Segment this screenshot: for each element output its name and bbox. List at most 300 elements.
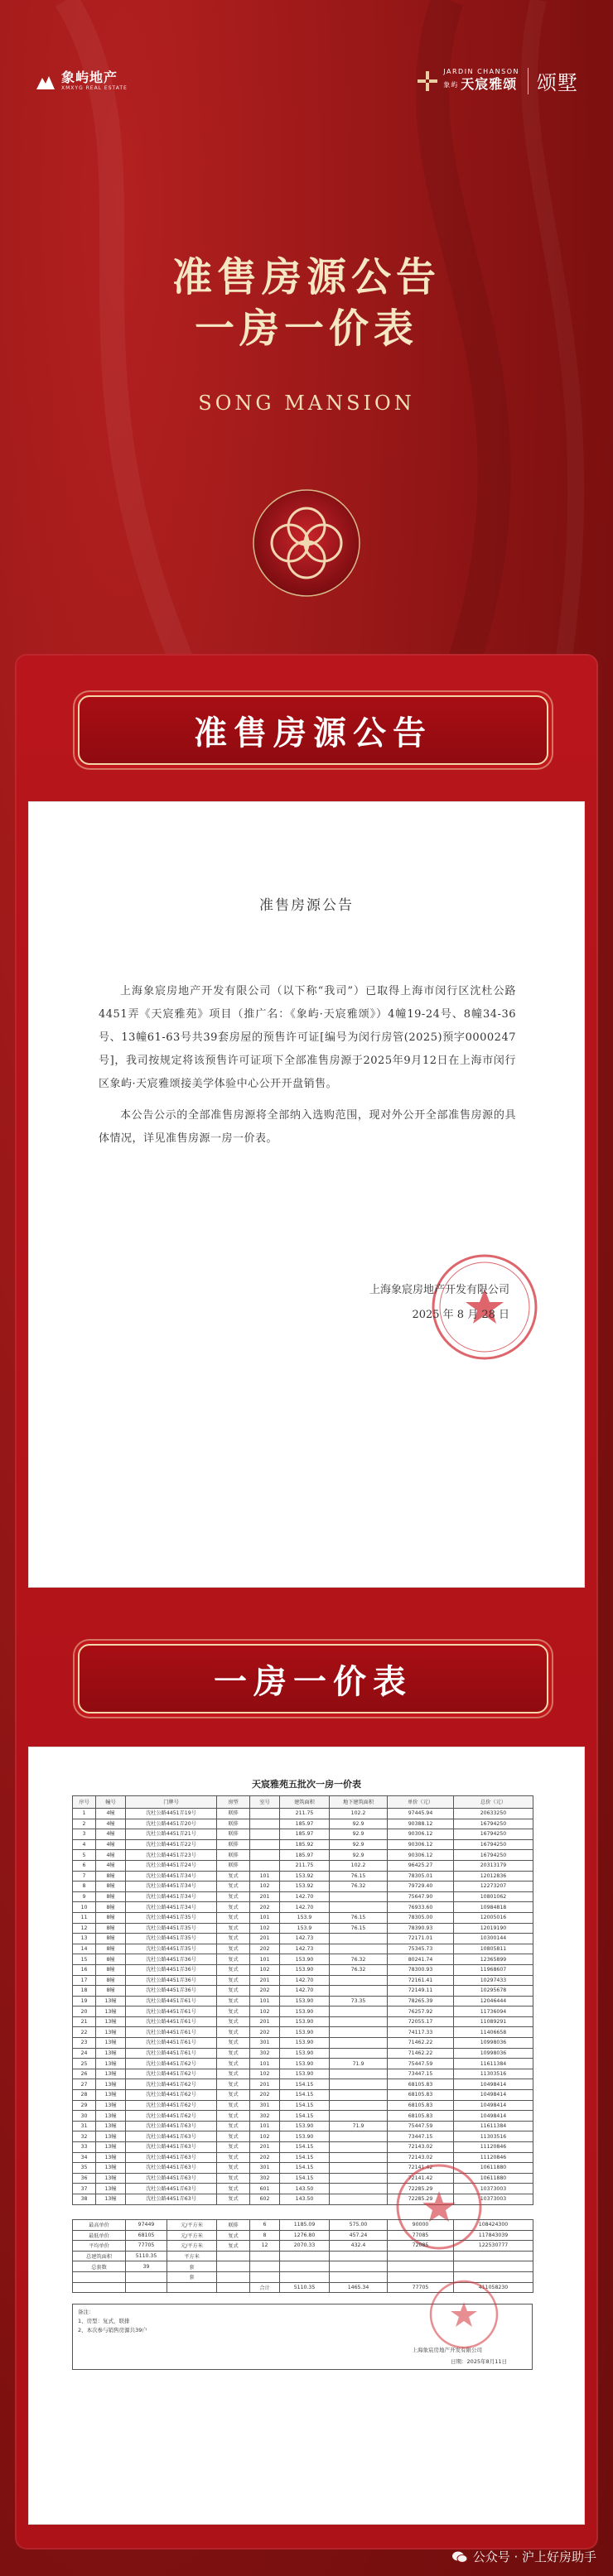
table-cell: 沈杜公路4451弄63号 xyxy=(126,2194,217,2204)
table-cell: 154.15 xyxy=(280,2163,330,2174)
table-signatory: 上海象宸房地产开发有限公司 xyxy=(412,2347,482,2353)
table-cell xyxy=(330,2184,388,2194)
table-cell: 沈杜公路4451弄36号 xyxy=(126,1986,217,1997)
summary-cell: 总建筑面积 xyxy=(73,2251,126,2261)
table-cell: 202 xyxy=(250,2090,280,2101)
table-cell: 301 xyxy=(250,2163,280,2174)
summary-cell: 套 xyxy=(167,2261,217,2272)
summary-cell xyxy=(73,2271,126,2282)
table-cell: 23 xyxy=(73,2038,96,2049)
table-row xyxy=(73,1829,533,1840)
table-cell: 153.92 xyxy=(280,1882,330,1892)
summary-cell: 77085 xyxy=(388,2230,454,2241)
table-cell: 13幢 xyxy=(96,2059,126,2069)
summary-cell: 575.00 xyxy=(330,2220,388,2231)
hero-title xyxy=(0,252,613,355)
table-row xyxy=(73,1850,533,1861)
table-cell: 沈杜公路4451弄62号 xyxy=(126,2100,217,2111)
table-cell: 20 xyxy=(73,2006,96,2017)
table-cell: 沈杜公路4451弄63号 xyxy=(126,2163,217,2174)
table-cell xyxy=(330,1902,388,1913)
table-cell: 12273207 xyxy=(454,1882,533,1892)
table-cell: 16 xyxy=(73,1964,96,1975)
table-cell: 143.50 xyxy=(280,2194,330,2204)
table-cell: 联排 xyxy=(217,1829,250,1840)
table-cell: 102.2 xyxy=(330,1809,388,1819)
table-row xyxy=(73,1975,533,1986)
table-cell: 13幢 xyxy=(96,2111,126,2122)
table-cell: 6 xyxy=(73,1860,96,1871)
table-cell: 21 xyxy=(73,2016,96,2027)
table-cell: 沈杜公路4451弄34号 xyxy=(126,1902,217,1913)
table-cell: 76.15 xyxy=(330,1923,388,1934)
table-cell: 102 xyxy=(250,2006,280,2017)
table-cell: 沈杜公路4451弄35号 xyxy=(126,1934,217,1944)
hero-title-line2: 一房一价表 xyxy=(194,305,418,352)
table-cell: 185.92 xyxy=(280,1839,330,1850)
table-cell: 沈杜公路4451弄36号 xyxy=(126,1975,217,1986)
table-cell: 4幢 xyxy=(96,1839,126,1850)
table-cell: 90388.12 xyxy=(388,1819,454,1829)
table-cell: 301 xyxy=(250,2038,280,2049)
table-cell: 12 xyxy=(73,1923,96,1934)
project-logo xyxy=(417,66,578,95)
table-cell: 73447.15 xyxy=(388,2131,454,2142)
table-cell: 201 xyxy=(250,1891,280,1902)
summary-cell: 平方米 xyxy=(167,2251,217,2261)
table-cell: 复式 xyxy=(217,1871,250,1882)
table-cell: 复式 xyxy=(217,2131,250,2142)
table-cell xyxy=(330,2006,388,2017)
table-cell: 沈杜公路4451弄24号 xyxy=(126,1860,217,1871)
header-bar xyxy=(35,66,578,99)
table-cell: 沈杜公路4451弄62号 xyxy=(126,2090,217,2101)
notice-signatory: 上海象宸房地产开发有限公司 xyxy=(369,1284,509,1296)
table-row xyxy=(73,1882,533,1892)
table-row xyxy=(73,2006,533,2017)
table-cell: 沈杜公路4451弄62号 xyxy=(126,2069,217,2079)
table-row xyxy=(73,2059,533,2069)
table-cell: 302 xyxy=(250,2111,280,2122)
table-cell: 13幢 xyxy=(96,2027,126,2038)
section-title-notice: 准售房源公告 xyxy=(194,714,432,752)
summary-cell: 元/平方米 xyxy=(167,2241,217,2252)
summary-cell xyxy=(388,2251,454,2261)
table-cell: 8幢 xyxy=(96,1923,126,1934)
table-row xyxy=(73,2090,533,2101)
table-cell: 沈杜公路4451弄36号 xyxy=(126,1954,217,1965)
table-cell: 154.15 xyxy=(280,2100,330,2111)
table-cell: 10984818 xyxy=(454,1902,533,1913)
table-cell: 602 xyxy=(250,2194,280,2204)
table-cell: 33 xyxy=(73,2142,96,2153)
summary-cell: 5110.35 xyxy=(126,2251,167,2261)
table-cell: 8幢 xyxy=(96,1964,126,1975)
summary-cell xyxy=(280,2251,330,2261)
table-cell: 11089291 xyxy=(454,2016,533,2027)
table-cell: 联排 xyxy=(217,1819,250,1829)
table-cell: 复式 xyxy=(217,2038,250,2049)
notice-date: 2025 年 8 月 28 日 xyxy=(412,1309,509,1321)
table-cell: 沈杜公路4451弄61号 xyxy=(126,2006,217,2017)
summary-cell xyxy=(454,2251,533,2261)
price-table-header xyxy=(73,1796,533,1809)
table-cell: 沈杜公路4451弄63号 xyxy=(126,2131,217,2142)
table-cell: 沈杜公路4451弄34号 xyxy=(126,1891,217,1902)
table-cell: 沈杜公路4451弄61号 xyxy=(126,2016,217,2027)
price-list-title: 天宸雅苑五批次一房一价表 xyxy=(252,1779,361,1790)
table-cell: 153.90 xyxy=(280,2069,330,2079)
table-cell: 76.32 xyxy=(330,1954,388,1965)
table-cell: 11120846 xyxy=(454,2152,533,2163)
table-cell xyxy=(330,2131,388,2142)
table-cell: 202 xyxy=(250,1944,280,1954)
table-cell: 联排 xyxy=(217,1850,250,1861)
table-cell: 14 xyxy=(73,1944,96,1954)
column-header: 序号 xyxy=(73,1796,96,1809)
table-cell: 12005016 xyxy=(454,1912,533,1923)
table-cell: 沈杜公路4451弄63号 xyxy=(126,2173,217,2184)
table-cell: 154.15 xyxy=(280,2173,330,2184)
table-row xyxy=(73,1986,533,1997)
table-cell: 19 xyxy=(73,1996,96,2006)
table-cell: 沈杜公路4451弄62号 xyxy=(126,2111,217,2122)
table-cell xyxy=(330,2079,388,2090)
table-cell: 11406658 xyxy=(454,2027,533,2038)
column-header: 室号 xyxy=(250,1796,280,1809)
project-mark-icon xyxy=(417,70,438,92)
table-cell: 16794250 xyxy=(454,1819,533,1829)
column-header: 地下建筑面积 xyxy=(330,1796,388,1809)
table-cell: 复式 xyxy=(217,1902,250,1913)
table-cell xyxy=(250,1860,280,1871)
table-cell: 复式 xyxy=(217,1923,250,1934)
note-2: 2、本次参与销售房源共39户 xyxy=(78,2327,147,2333)
table-cell: 73447.15 xyxy=(388,2069,454,2079)
table-cell xyxy=(330,2111,388,2122)
table-cell: 153.9 xyxy=(280,1923,330,1934)
table-cell: 26 xyxy=(73,2069,96,2079)
table-cell: 13幢 xyxy=(96,2090,126,2101)
notes-label: 备注： xyxy=(78,2309,94,2315)
table-cell: 7 xyxy=(73,1871,96,1882)
table-cell: 沈杜公路4451弄62号 xyxy=(126,2079,217,2090)
table-cell: 97445.94 xyxy=(388,1809,454,1819)
table-cell: 142.70 xyxy=(280,1986,330,1997)
table-cell: 153.90 xyxy=(280,2027,330,2038)
notice-signature-block xyxy=(369,1278,509,1328)
table-cell: 联排 xyxy=(217,1839,250,1850)
table-cell: 8幢 xyxy=(96,1871,126,1882)
table-cell: 11120846 xyxy=(454,2142,533,2153)
table-row xyxy=(73,1954,533,1965)
table-cell: 8幢 xyxy=(96,1934,126,1944)
table-cell: 13幢 xyxy=(96,2184,126,2194)
table-cell: 101 xyxy=(250,2121,280,2131)
table-cell: 8 xyxy=(73,1882,96,1892)
table-cell: 101 xyxy=(250,2059,280,2069)
summary-cell: 68105 xyxy=(126,2230,167,2241)
table-cell: 10373003 xyxy=(454,2184,533,2194)
table-cell: 71462.22 xyxy=(388,2048,454,2059)
table-cell: 8幢 xyxy=(96,1954,126,1965)
table-cell: 11303516 xyxy=(454,2069,533,2079)
table-cell: 10300144 xyxy=(454,1934,533,1944)
table-cell: 185.97 xyxy=(280,1819,330,1829)
summary-row xyxy=(73,2241,533,2252)
table-cell: 90306.12 xyxy=(388,1850,454,1861)
table-cell: 102.2 xyxy=(330,1860,388,1871)
summary-cell: 最低单价 xyxy=(73,2230,126,2241)
table-cell: 沈杜公路4451弄22号 xyxy=(126,1839,217,1850)
summary-cell xyxy=(217,2271,250,2282)
table-cell: 202 xyxy=(250,1986,280,1997)
table-row xyxy=(73,1891,533,1902)
table-cell: 72285.29 xyxy=(388,2194,454,2204)
table-cell: 沈杜公路4451弄63号 xyxy=(126,2121,217,2131)
table-cell: 13幢 xyxy=(96,2069,126,2079)
table-cell xyxy=(330,2027,388,2038)
table-cell: 12365899 xyxy=(454,1954,533,1965)
table-cell: 185.97 xyxy=(280,1850,330,1861)
summary-cell xyxy=(217,2282,250,2293)
summary-cell: 1185.09 xyxy=(280,2220,330,2231)
wechat-icon xyxy=(451,2550,468,2564)
table-cell: 72149.11 xyxy=(388,1986,454,1997)
table-cell: 32 xyxy=(73,2131,96,2142)
table-cell: 36 xyxy=(73,2173,96,2184)
table-cell: 复式 xyxy=(217,1964,250,1975)
table-cell: 4幢 xyxy=(96,1860,126,1871)
table-cell: 11611384 xyxy=(454,2121,533,2131)
table-cell: 71.9 xyxy=(330,2121,388,2131)
table-cell: 68105.83 xyxy=(388,2079,454,2090)
table-cell: 76.32 xyxy=(330,1882,388,1892)
table-cell xyxy=(330,2069,388,2079)
table-cell: 10297433 xyxy=(454,1975,533,1986)
developer-name-en: XMXYG REAL ESTATE xyxy=(61,85,128,91)
table-cell: 10611880 xyxy=(454,2163,533,2174)
table-row xyxy=(73,2016,533,2027)
table-cell: 13幢 xyxy=(96,2006,126,2017)
summary-row xyxy=(73,2220,533,2231)
table-cell: 202 xyxy=(250,2027,280,2038)
table-cell: 复式 xyxy=(217,2059,250,2069)
table-cell: 复式 xyxy=(217,1891,250,1902)
summary-cell xyxy=(126,2271,167,2282)
summary-row xyxy=(73,2230,533,2241)
summary-cell: 411058230 xyxy=(454,2282,533,2293)
table-cell: 92.9 xyxy=(330,1850,388,1861)
table-cell: 复式 xyxy=(217,2163,250,2174)
table-cell: 76.15 xyxy=(330,1871,388,1882)
table-cell: 16794250 xyxy=(454,1839,533,1850)
table-cell: 153.90 xyxy=(280,2038,330,2049)
table-cell: 8幢 xyxy=(96,1882,126,1892)
table-cell: 12046444 xyxy=(454,1996,533,2006)
notice-paragraph-2: 本公告公示的全部准售房源将全部纳入选购范围，现对外公开全部准售房源的具体情况，详见准售房源一房一价表。 xyxy=(99,1109,516,1145)
table-row xyxy=(73,1902,533,1913)
table-cell xyxy=(250,1829,280,1840)
column-header: 幢号 xyxy=(96,1796,126,1809)
developer-logo xyxy=(35,71,128,92)
table-cell: 153.9 xyxy=(280,1912,330,1923)
table-cell: 8幢 xyxy=(96,1891,126,1902)
table-cell: 25 xyxy=(73,2059,96,2069)
table-cell: 78300.93 xyxy=(388,1964,454,1975)
summary-cell: 432.4 xyxy=(330,2241,388,2252)
table-cell: 12019190 xyxy=(454,1923,533,1934)
table-cell xyxy=(330,2016,388,2027)
table-cell: 沈杜公路4451弄63号 xyxy=(126,2142,217,2153)
table-cell: 16794250 xyxy=(454,1829,533,1840)
table-cell: 13幢 xyxy=(96,2016,126,2027)
table-cell: 201 xyxy=(250,2142,280,2153)
table-cell: 10373003 xyxy=(454,2194,533,2204)
table-cell: 601 xyxy=(250,2184,280,2194)
table-cell: 沈杜公路4451弄21号 xyxy=(126,1829,217,1840)
table-row xyxy=(73,1819,533,1829)
column-header: 门牌号 xyxy=(126,1796,217,1809)
table-cell: 153.90 xyxy=(280,1964,330,1975)
section-banner-notice xyxy=(78,695,548,765)
table-cell: 10498414 xyxy=(454,2090,533,2101)
summary-cell xyxy=(330,2251,388,2261)
table-cell: 76.32 xyxy=(330,1964,388,1975)
table-cell: 142.70 xyxy=(280,1902,330,1913)
table-cell: 13 xyxy=(73,1934,96,1944)
table-cell: 102 xyxy=(250,1964,280,1975)
table-cell: 沈杜公路4451弄23号 xyxy=(126,1850,217,1861)
table-cell: 复式 xyxy=(217,2016,250,2027)
table-cell: 沈杜公路4451弄61号 xyxy=(126,2048,217,2059)
table-row xyxy=(73,2100,533,2111)
price-table xyxy=(72,1795,533,2205)
summary-cell xyxy=(330,2271,388,2282)
summary-cell: 39 xyxy=(126,2261,167,2272)
table-cell xyxy=(330,2163,388,2174)
summary-cell xyxy=(167,2282,217,2293)
table-cell: 11303516 xyxy=(454,2131,533,2142)
table-row xyxy=(73,1934,533,1944)
table-cell: 13幢 xyxy=(96,2131,126,2142)
table-cell: 78305.00 xyxy=(388,1912,454,1923)
table-cell: 沈杜公路4451弄36号 xyxy=(126,1964,217,1975)
table-cell: 10498414 xyxy=(454,2111,533,2122)
table-cell: 8幢 xyxy=(96,1944,126,1954)
summary-cell: 5110.35 xyxy=(280,2282,330,2293)
summary-cell: 元/平方米 xyxy=(167,2230,217,2241)
table-cell: 复式 xyxy=(217,2121,250,2131)
table-cell: 92.9 xyxy=(330,1829,388,1840)
table-row xyxy=(73,2121,533,2131)
summary-cell: 1276.80 xyxy=(280,2230,330,2241)
column-header: 单价（元） xyxy=(388,1796,454,1809)
table-cell: 142.70 xyxy=(280,1975,330,1986)
summary-cell xyxy=(250,2261,280,2272)
table-cell: 沈杜公路4451弄34号 xyxy=(126,1871,217,1882)
table-cell: 9 xyxy=(73,1891,96,1902)
table-row xyxy=(73,1912,533,1923)
table-cell: 8幢 xyxy=(96,1912,126,1923)
summary-cell: 复式 xyxy=(217,2230,250,2241)
table-cell xyxy=(330,1934,388,1944)
table-cell: 11611384 xyxy=(454,2059,533,2069)
table-cell: 沈杜公路4451弄19号 xyxy=(126,1809,217,1819)
summary-cell: 总套数 xyxy=(73,2261,126,2272)
table-cell: 复式 xyxy=(217,1996,250,2006)
table-cell: 复式 xyxy=(217,1944,250,1954)
table-cell: 4幢 xyxy=(96,1829,126,1840)
summary-cell: 复式 xyxy=(217,2241,250,2252)
table-cell: 10998036 xyxy=(454,2038,533,2049)
table-cell: 1 xyxy=(73,1809,96,1819)
table-cell: 20633250 xyxy=(454,1809,533,1819)
product-line-name: 颂墅 xyxy=(537,71,578,94)
table-cell: 142.73 xyxy=(280,1934,330,1944)
table-row xyxy=(73,1860,533,1871)
table-cell: 沈杜公路4451弄20号 xyxy=(126,1819,217,1829)
section-title-price-list: 一房一价表 xyxy=(214,1662,413,1701)
table-cell: 28 xyxy=(73,2090,96,2101)
table-row xyxy=(73,2048,533,2059)
table-row xyxy=(73,1809,533,1819)
table-cell: 76.15 xyxy=(330,1912,388,1923)
column-header: 房型 xyxy=(217,1796,250,1809)
table-cell: 22 xyxy=(73,2027,96,2038)
summary-cell xyxy=(217,2251,250,2261)
table-cell: 10998036 xyxy=(454,2048,533,2059)
table-cell: 101 xyxy=(250,1912,280,1923)
summary-cell: 97449 xyxy=(126,2220,167,2231)
table-cell: 153.90 xyxy=(280,1954,330,1965)
table-cell: 201 xyxy=(250,1934,280,1944)
table-cell: 沈杜公路4451弄35号 xyxy=(126,1912,217,1923)
table-cell: 13幢 xyxy=(96,1996,126,2006)
table-cell xyxy=(330,1944,388,1954)
price-list-document xyxy=(28,1747,585,2525)
table-cell: 142.70 xyxy=(280,1891,330,1902)
summary-cell: 2070.33 xyxy=(280,2241,330,2252)
table-cell: 13幢 xyxy=(96,2173,126,2184)
table-cell: 复式 xyxy=(217,2184,250,2194)
table-cell: 10805811 xyxy=(454,1944,533,1954)
table-cell xyxy=(330,2173,388,2184)
table-cell: 72141.42 xyxy=(388,2173,454,2184)
table-cell: 201 xyxy=(250,2016,280,2027)
table-row xyxy=(73,2131,533,2142)
table-cell: 8幢 xyxy=(96,1902,126,1913)
summary-cell xyxy=(454,2261,533,2272)
table-row xyxy=(73,1964,533,1975)
summary-cell xyxy=(217,2261,250,2272)
table-cell: 沈杜公路4451弄34号 xyxy=(126,1882,217,1892)
table-cell: 73.35 xyxy=(330,1996,388,2006)
summary-cell: 6 xyxy=(250,2220,280,2231)
table-cell: 102 xyxy=(250,1923,280,1934)
summary-cell xyxy=(250,2251,280,2261)
section-banner-price-list xyxy=(78,1644,548,1713)
table-cell: 13幢 xyxy=(96,2163,126,2174)
table-cell: 联排 xyxy=(217,1860,250,1871)
table-cell: 复式 xyxy=(217,2048,250,2059)
table-cell: 10498414 xyxy=(454,2100,533,2111)
table-cell: 185.97 xyxy=(280,1829,330,1840)
table-cell: 154.15 xyxy=(280,2111,330,2122)
table-cell: 102 xyxy=(250,2069,280,2079)
summary-cell: 1465.34 xyxy=(330,2282,388,2293)
table-cell: 8幢 xyxy=(96,1986,126,1997)
